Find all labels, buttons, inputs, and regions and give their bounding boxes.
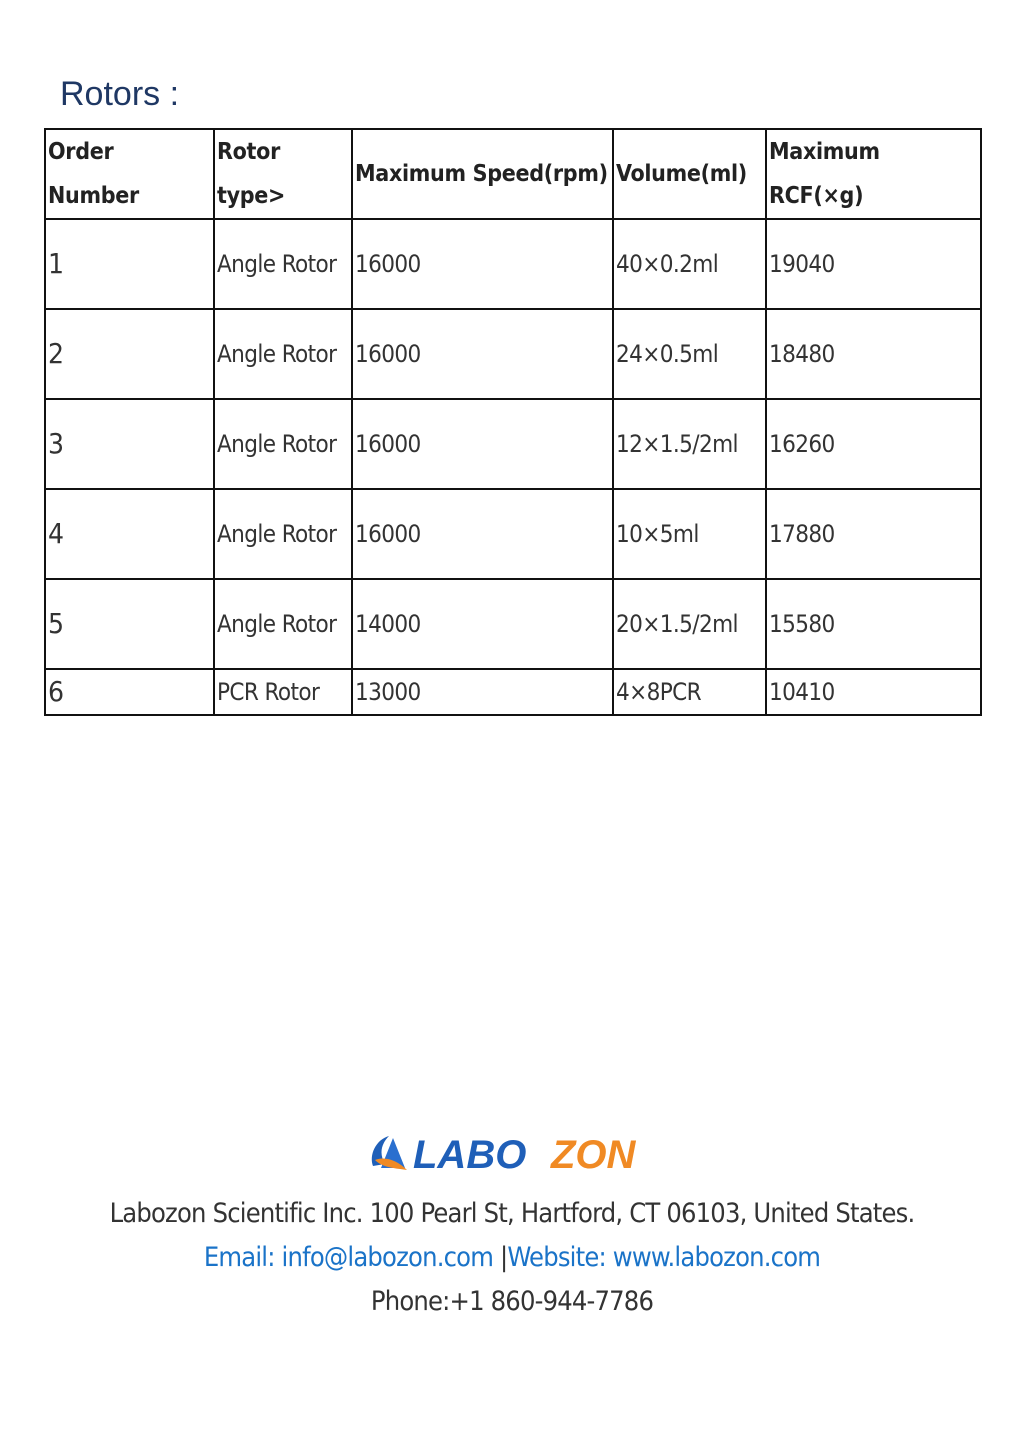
table-row [45,579,981,669]
cell-max-speed: 16000 [352,489,613,579]
cell-max-speed: 16000 [352,219,613,309]
logo-text-zon: ZON [551,1133,636,1177]
table-header-row [45,129,981,219]
cell-volume: 40×0.2ml [613,219,766,309]
cell-order-number: 5 [45,579,214,669]
cell-order-number: 6 [45,669,214,715]
cell-volume: 4×8PCR [613,669,766,715]
table-row [45,489,981,579]
cell-max-rcf: 10410 [766,669,981,715]
table-row [45,669,981,715]
cell-max-speed: 13000 [352,669,613,715]
cell-rotor-type: Angle Rotor [214,219,352,309]
logo-emblem-icon [372,1136,407,1170]
cell-order-number: 4 [45,489,214,579]
phone-number: Phone:+1 860-944-7786 [370,1286,654,1317]
cell-order-number: 1 [45,219,214,309]
cell-rotor-type: Angle Rotor [214,579,352,669]
table-row [45,219,981,309]
company-address: Labozon Scientific Inc. 100 Pearl St, Hartford, CT 06103, United States. [109,1198,915,1229]
contact-separator: | [500,1242,508,1273]
section-title: Rotors : [60,75,180,113]
cell-rotor-type: PCR Rotor [214,669,352,715]
cell-max-rcf: 17880 [766,489,981,579]
cell-rotor-type: Angle Rotor [214,399,352,489]
cell-order-number: 3 [45,399,214,489]
cell-order-number: 2 [45,309,214,399]
rotors-table [44,128,982,716]
website-link[interactable]: Website: www.labozon.com [507,1242,821,1273]
header-max-speed: Maximum Speed(rpm) [352,129,613,219]
cell-max-speed: 16000 [352,399,613,489]
contact-line [0,1236,1024,1280]
table-row [45,399,981,489]
cell-volume: 12×1.5/2ml [613,399,766,489]
header-max-rcf: Maximum RCF(×g) [766,129,981,219]
cell-volume: 24×0.5ml [613,309,766,399]
header-volume: Volume(ml) [613,129,766,219]
labozon-logo-mark [367,1130,657,1178]
cell-max-rcf: 18480 [766,309,981,399]
cell-max-rcf: 16260 [766,399,981,489]
cell-rotor-type: Angle Rotor [214,489,352,579]
cell-rotor-type: Angle Rotor [214,309,352,399]
header-rotor-type: Rotor type> [214,129,352,219]
cell-volume: 10×5ml [613,489,766,579]
labozon-logo [0,1130,1024,1178]
cell-max-rcf: 19040 [766,219,981,309]
email-link[interactable]: Email: info@labozon.com [203,1242,494,1273]
cell-volume: 20×1.5/2ml [613,579,766,669]
table-row [45,309,981,399]
cell-max-speed: 16000 [352,309,613,399]
cell-max-speed: 14000 [352,579,613,669]
logo-text-labo: LABO [413,1133,527,1177]
header-order-number: Order Number [45,129,214,219]
cell-max-rcf: 15580 [766,579,981,669]
